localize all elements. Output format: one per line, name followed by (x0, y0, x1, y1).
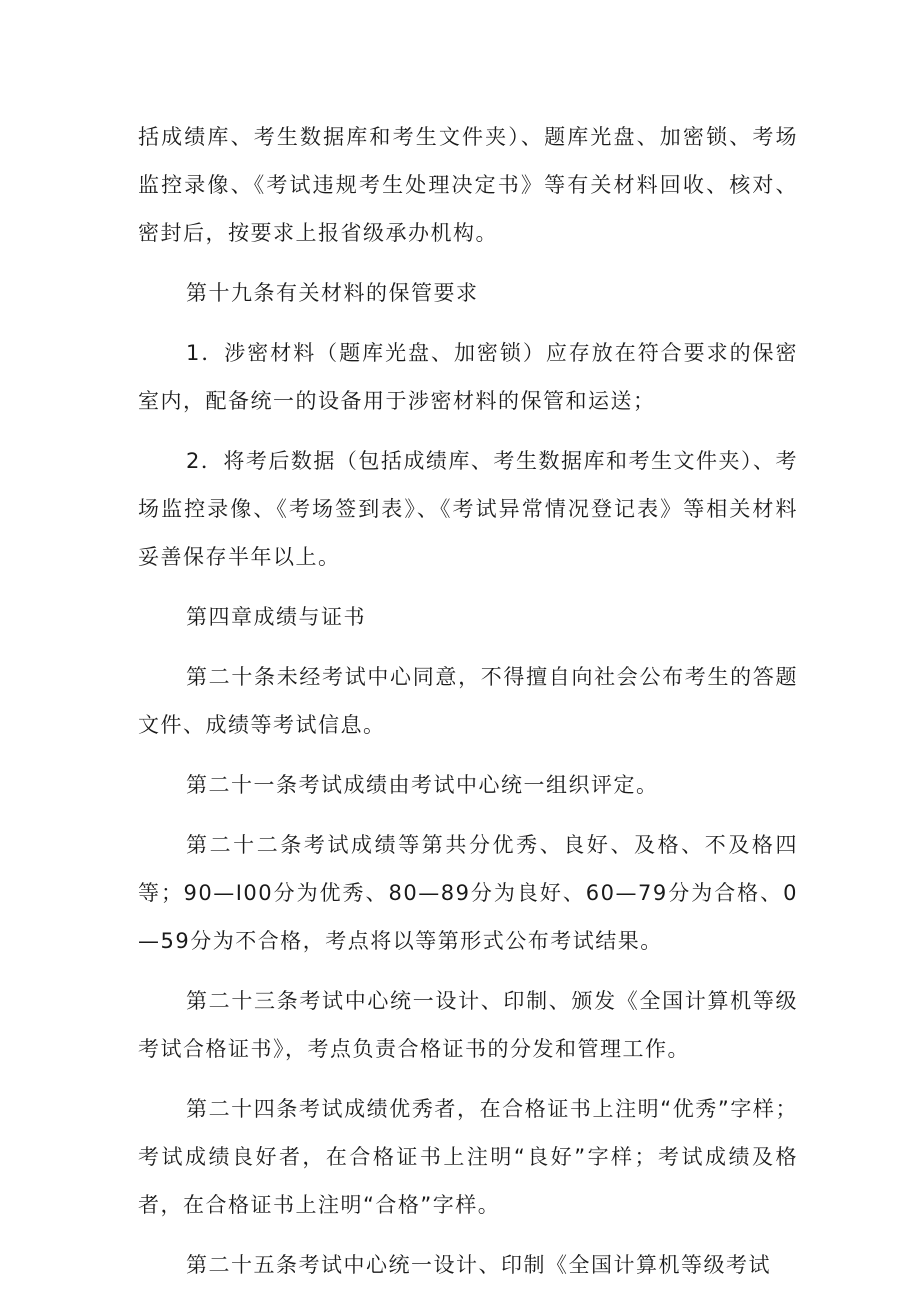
article-25: 第二十五条考试中心统一设计、印制《全国计算机等级考试 (186, 1253, 771, 1277)
article-24: 第二十四条考试成绩优秀者，在合格证书上注明“优秀”字样；考试成绩良好者，在合格证书上注明“良好”字样；考试成绩及格者，在合格证书上注明“合格”字样。 (138, 1097, 798, 1217)
article-19-item-1: 1．涉密材料（题库光盘、加密锁）应存放在符合要求的保密室内，配备统一的设备用于涉密材料的保管和运送； (138, 341, 798, 413)
article-23: 第二十三条考试中心统一设计、印制、颁发《全国计算机等级考试合格证书》，考点负责合格证书的分发和管理工作。 (138, 989, 798, 1061)
article-21: 第二十一条考试成绩由考试中心统一组织评定。 (186, 773, 659, 797)
chapter-4-heading: 第四章成绩与证书 (186, 605, 366, 629)
article-22: 第二十二条考试成绩等第共分优秀、良好、及格、不及格四等；90—I00分为优秀、80—89分为良好、60—79分为合格、0—59分为不合格，考点将以等第形式公布考试结果。 (138, 833, 798, 953)
document-body (138, 113, 798, 1301)
article-19-item-2: 2．将考后数据（包括成绩库、考生数据库和考生文件夹）、考场监控录像、《考场签到表》、《考试异常情况登记表》等相关材料妥善保存半年以上。 (138, 449, 798, 569)
article-20: 第二十条未经考试中心同意，不得擅自向社会公布考生的答题文件、成绩等考试信息。 (138, 665, 798, 737)
paragraph-continuation: 括成绩库、考生数据库和考生文件夹）、题库光盘、加密锁、考场监控录像、《考试违规考生处理决定书》等有关材料回收、核对、密封后，按要求上报省级承办机构。 (138, 125, 798, 245)
article-19-heading: 第十九条有关材料的保管要求 (186, 281, 479, 305)
